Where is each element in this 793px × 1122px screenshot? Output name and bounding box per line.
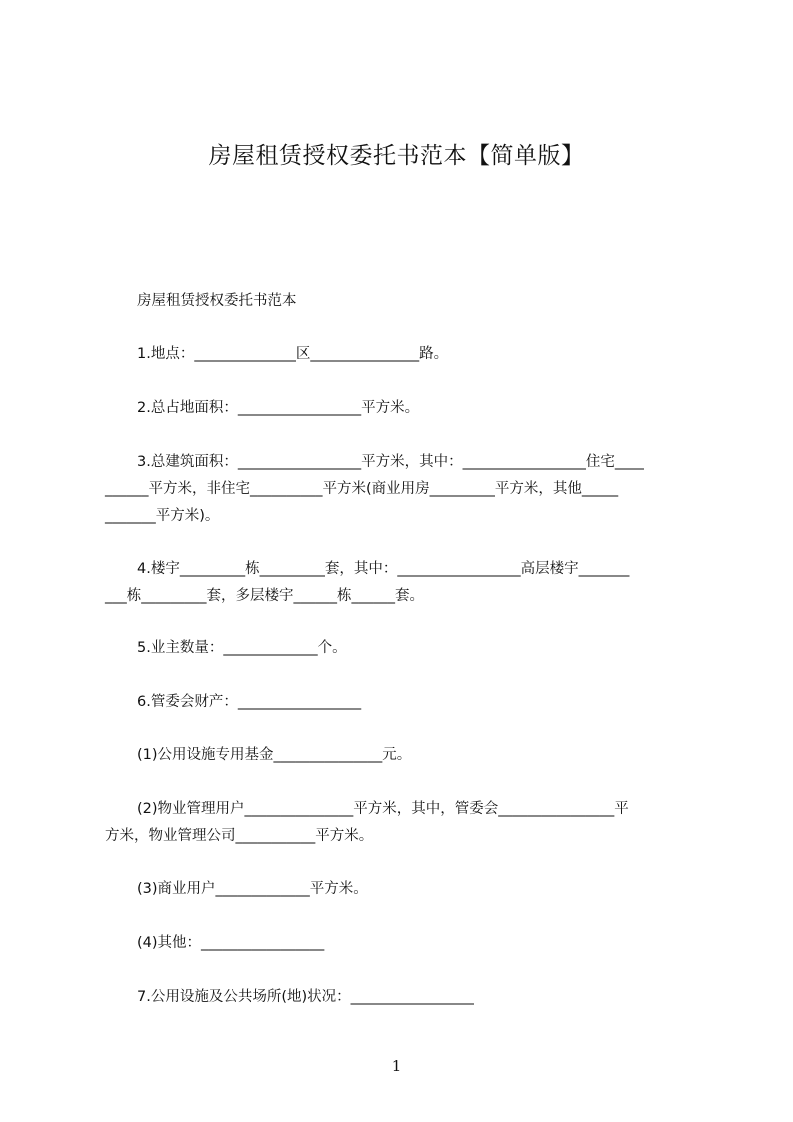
item-6-sub-4-other: (4)其他：_________________ [137,935,325,951]
item-6-sub-1-fund: (1)公用设施专用基金_______________元。 [137,747,412,763]
item-3-building-area-line-3: _______平方米)。 [105,508,220,524]
item-5-owners: 5.业主数量：_____________个。 [137,640,347,656]
item-4-buildings-line-1: 4.楼宇_________栋_________套，其中：_________________高层楼宇_______ [137,561,630,577]
document-title: 房屋租赁授权委托书范本【简单版】 [208,143,585,169]
item-6-sub-2-users-line-2: 方米，物业管理公司___________平方米。 [105,828,374,844]
item-6-sub-3-commercial: (3)商业用户_____________平方米。 [137,881,368,897]
item-3-building-area-line-1: 3.总建筑面积：_________________平方米，其中：_________________住宅____ [137,454,644,470]
intro-heading: 房屋租赁授权委托书范本 [137,293,297,309]
item-7-public-facilities: 7.公用设施及公共场所(地)状况：_________________ [137,989,474,1005]
item-6-committee-property: 6.管委会财产：_________________ [137,694,362,710]
page-number: 1 [391,1057,402,1075]
item-1-location: 1.地点：______________区_______________路。 [137,346,449,362]
item-3-building-area-line-2: ______平方米，非住宅__________平方米(商业用房_________平方米，其他_____ [105,481,619,497]
item-4-buildings-line-2: ___栋_________套，多层楼宇______栋______套。 [105,588,424,604]
item-6-sub-2-users-line-1: (2)物业管理用户_______________平方米，其中，管委会________________平 [137,801,629,817]
item-2-land-area: 2.总占地面积：_________________平方米。 [137,400,420,416]
